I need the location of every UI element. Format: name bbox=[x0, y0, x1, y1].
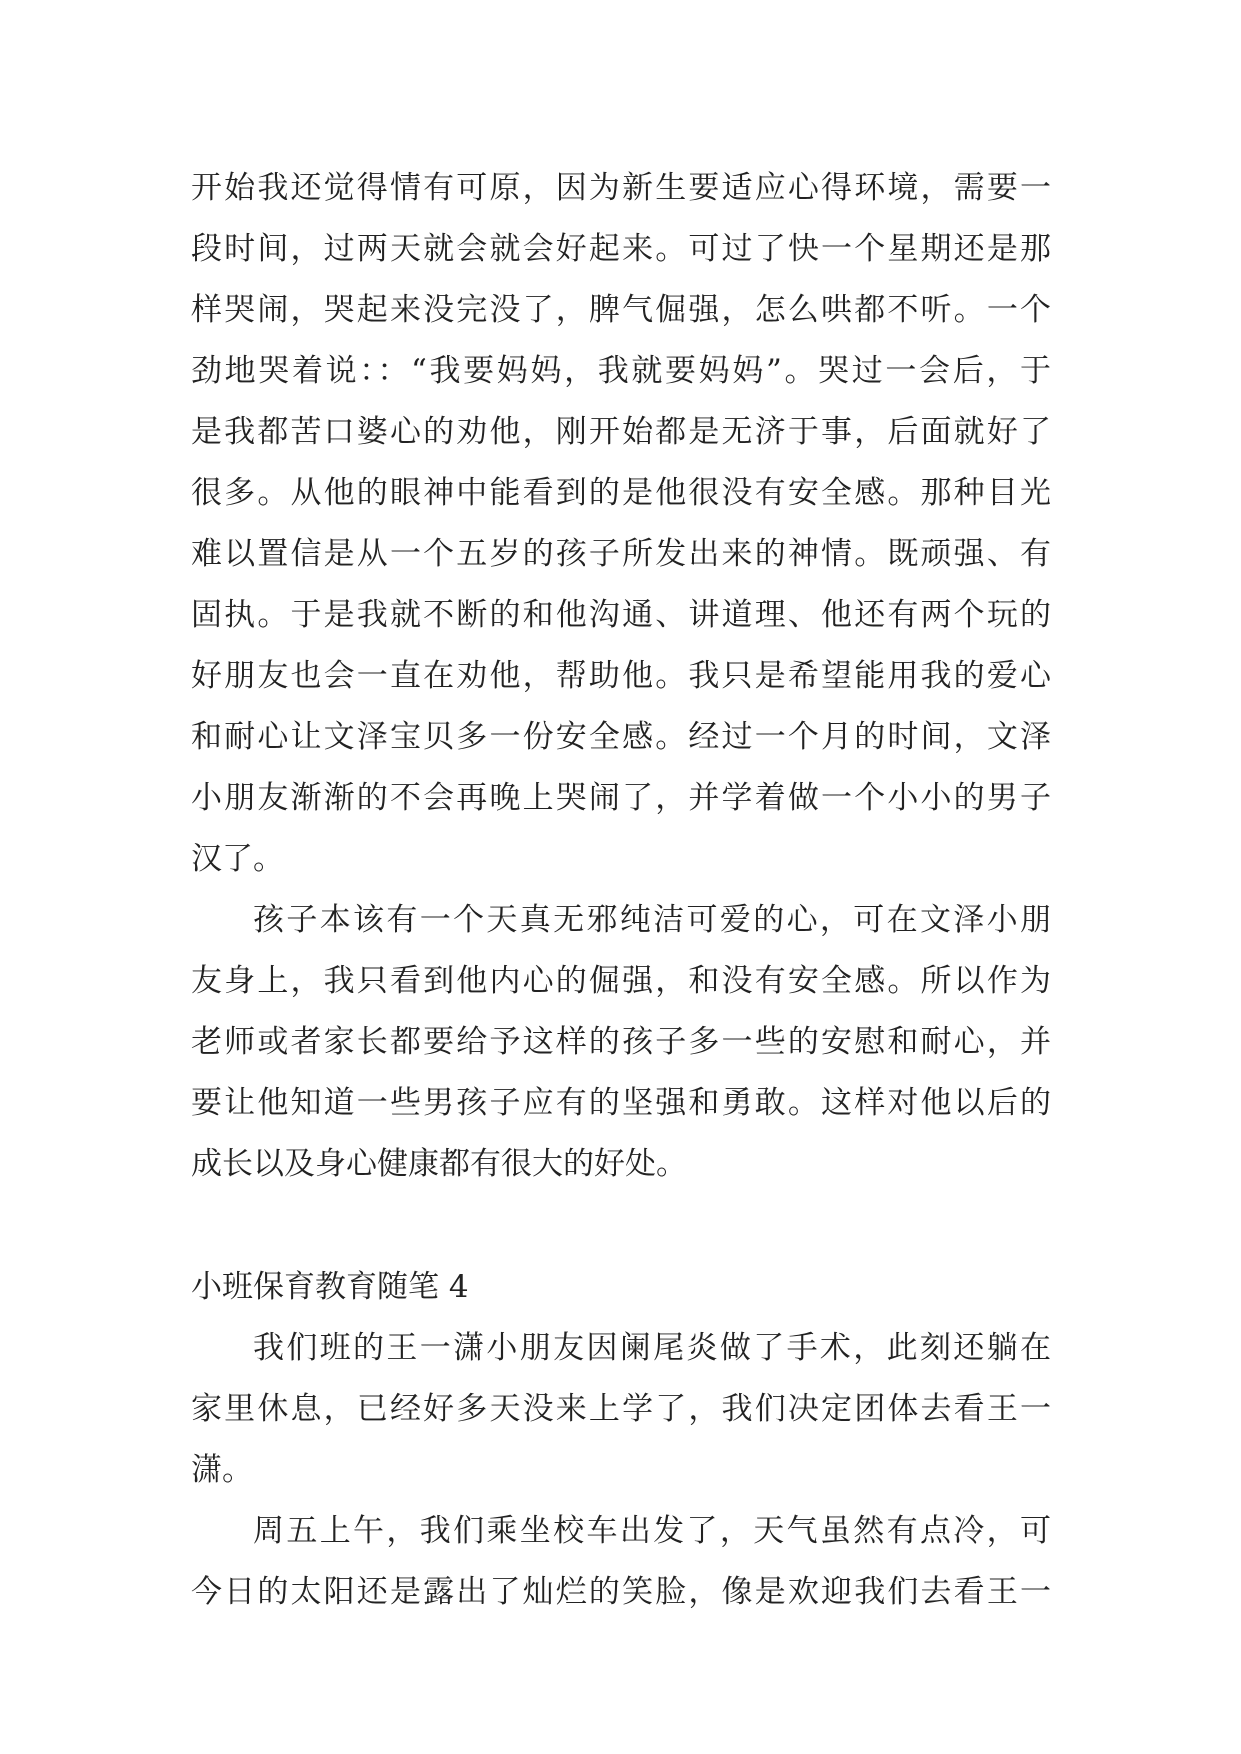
text-line: 潇。 bbox=[191, 1452, 253, 1488]
text-line: 是我都苦口婆心的劝他，刚开始都是无济于事，后面就好了 bbox=[191, 414, 1051, 450]
text-line: 友身上，我只看到他内心的倔强，和没有安全感。所以作为 bbox=[191, 963, 1051, 999]
text-line: 老师或者家长都要给予这样的孩子多一些的安慰和耐心，并 bbox=[191, 1024, 1051, 1060]
text-line: 固执。于是我就不断的和他沟通、讲道理、他还有两个玩的 bbox=[191, 597, 1051, 633]
text-line: 要让他知道一些男孩子应有的坚强和勇敢。这样对他以后的 bbox=[191, 1085, 1051, 1121]
text-line: 样哭闹，哭起来没完没了，脾气倔强，怎么哄都不听。一个 bbox=[191, 292, 1051, 328]
text-line: 难以置信是从一个五岁的孩子所发出来的神情。既顽强、有 bbox=[191, 536, 1051, 572]
paragraph-1 bbox=[191, 158, 1051, 890]
section-spacer bbox=[191, 1195, 1051, 1257]
text-line: 和耐心让文泽宝贝多一份安全感。经过一个月的时间，文泽 bbox=[191, 719, 1051, 755]
text-line: 周五上午，我们乘坐校车出发了，天气虽然有点冷，可 bbox=[253, 1513, 1051, 1549]
text-line: 劲地哭着说：：“我要妈妈，我就要妈妈”。哭过一会后，于 bbox=[191, 353, 1051, 389]
text-line: 小朋友渐渐的不会再晚上哭闹了，并学着做一个小小的男子 bbox=[191, 780, 1051, 816]
text-line: 很多。从他的眼神中能看到的是他很没有安全感。那种目光 bbox=[191, 475, 1051, 511]
document-body bbox=[191, 158, 1051, 1623]
text-line: 孩子本该有一个天真无邪纯洁可爱的心，可在文泽小朋 bbox=[253, 902, 1051, 938]
text-line: 家里休息，已经好多天没来上学了，我们决定团体去看王一 bbox=[191, 1391, 1051, 1427]
text-line: 汉了。 bbox=[191, 841, 284, 877]
paragraph-3 bbox=[191, 1318, 1051, 1501]
text-line: 今日的太阳还是露出了灿烂的笑脸，像是欢迎我们去看王一 bbox=[191, 1574, 1051, 1610]
paragraph-4 bbox=[191, 1501, 1051, 1623]
text-line: 段时间，过两天就会就会好起来。可过了快一个星期还是那 bbox=[191, 231, 1051, 267]
text-line: 开始我还觉得情有可原，因为新生要适应心得环境，需要一 bbox=[191, 170, 1051, 206]
text-line: 好朋友也会一直在劝他，帮助他。我只是希望能用我的爱心 bbox=[191, 658, 1051, 694]
section-heading: 小班保育教育随笔 4 bbox=[191, 1269, 469, 1305]
text-line: 成长以及身心健康都有很大的好处。 bbox=[191, 1146, 687, 1182]
paragraph-2 bbox=[191, 890, 1051, 1195]
text-line: 我们班的王一潇小朋友因阑尾炎做了手术，此刻还躺在 bbox=[253, 1330, 1051, 1366]
